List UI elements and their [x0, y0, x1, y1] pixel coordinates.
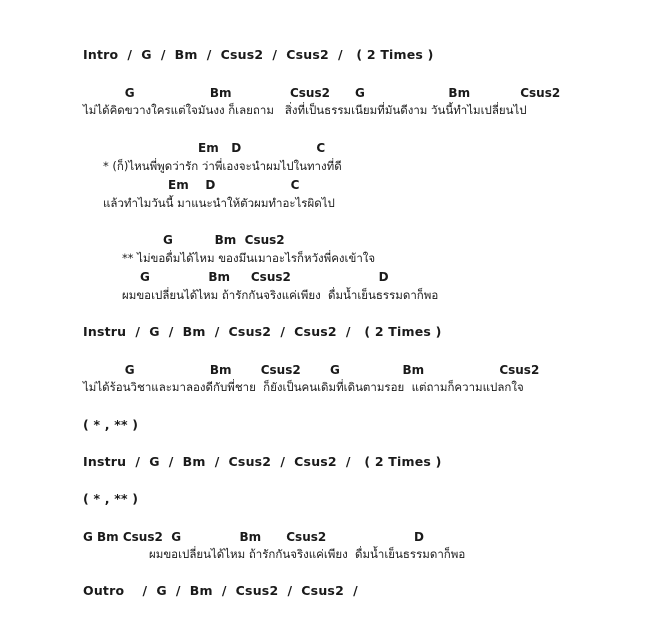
ending-chords: G Bm Csus2 G Bm Csus2 D	[83, 530, 424, 544]
verse1-lyrics: ไม่ได้คิดขวางใครแต่ใจมันงง ก็เลยถาม สิ่งที่เป็นธรรมเนียมที่มันดีงาม วันนี้ทำไมเปลี่ยนไป	[83, 103, 527, 117]
verse3-chords: G Bm Csus2 G Bm Csus2	[83, 363, 540, 377]
instru-line-1: Instru / G / Bm / Csus2 / Csus2 / ( 2 Times )	[83, 324, 442, 339]
verse3-lyrics: ไม่ได้ร้อนวิชาและมาลองดีกับพี่ชาย ก็ยังเป็นคนเดิมที่เดินตามรอย แต่ถามก็ความแปลกใจ	[83, 380, 524, 394]
verse1-chords: G Bm Csus2 G Bm Csus2	[83, 86, 561, 100]
verse2-lyrics-1: * (ก็)ไหนพี่พูดว่ารัก ว่าพี่เองจะนำผมไปในทางที่ดี	[103, 159, 342, 173]
outro-line: Outro / G / Bm / Csus2 / Csus2 /	[83, 583, 358, 598]
instru-line-2: Instru / G / Bm / Csus2 / Csus2 / ( 2 Times )	[83, 454, 442, 469]
chorus-lyrics-2: ผมขอเปลี่ยนได้ไหม ถ้ารักกันจริงแค่เพียง ดื่มน้ำเย็นธรรมดาก็พอ	[122, 288, 439, 302]
intro-line: Intro / G / Bm / Csus2 / Csus2 / ( 2 Times )	[83, 47, 434, 62]
repeat-marker-1: ( * , ** )	[83, 417, 139, 432]
repeat-marker-2: ( * , ** )	[83, 491, 139, 506]
verse2-chords-2: Em D C	[168, 178, 300, 192]
chorus-chords-1: G Bm Csus2	[163, 233, 285, 247]
chorus-lyrics-1: ** ไม่ขอดื่มได้ไหม ของมึนเมาอะไรก็หวังพี่คงเข้าใจ	[122, 251, 376, 265]
verse2-lyrics-2: แล้วทำไมวันนี้ มาแนะนำให้ตัวผมทำอะไรผิดไป	[103, 196, 335, 210]
ending-lyrics: ผมขอเปลี่ยนได้ไหม ถ้ารักกันจริงแค่เพียง ดื่มน้ำเย็นธรรมดาก็พอ	[149, 547, 466, 561]
verse2-chords-1: Em D C	[198, 141, 326, 155]
chorus-chords-2: G Bm Csus2 D	[140, 270, 389, 284]
